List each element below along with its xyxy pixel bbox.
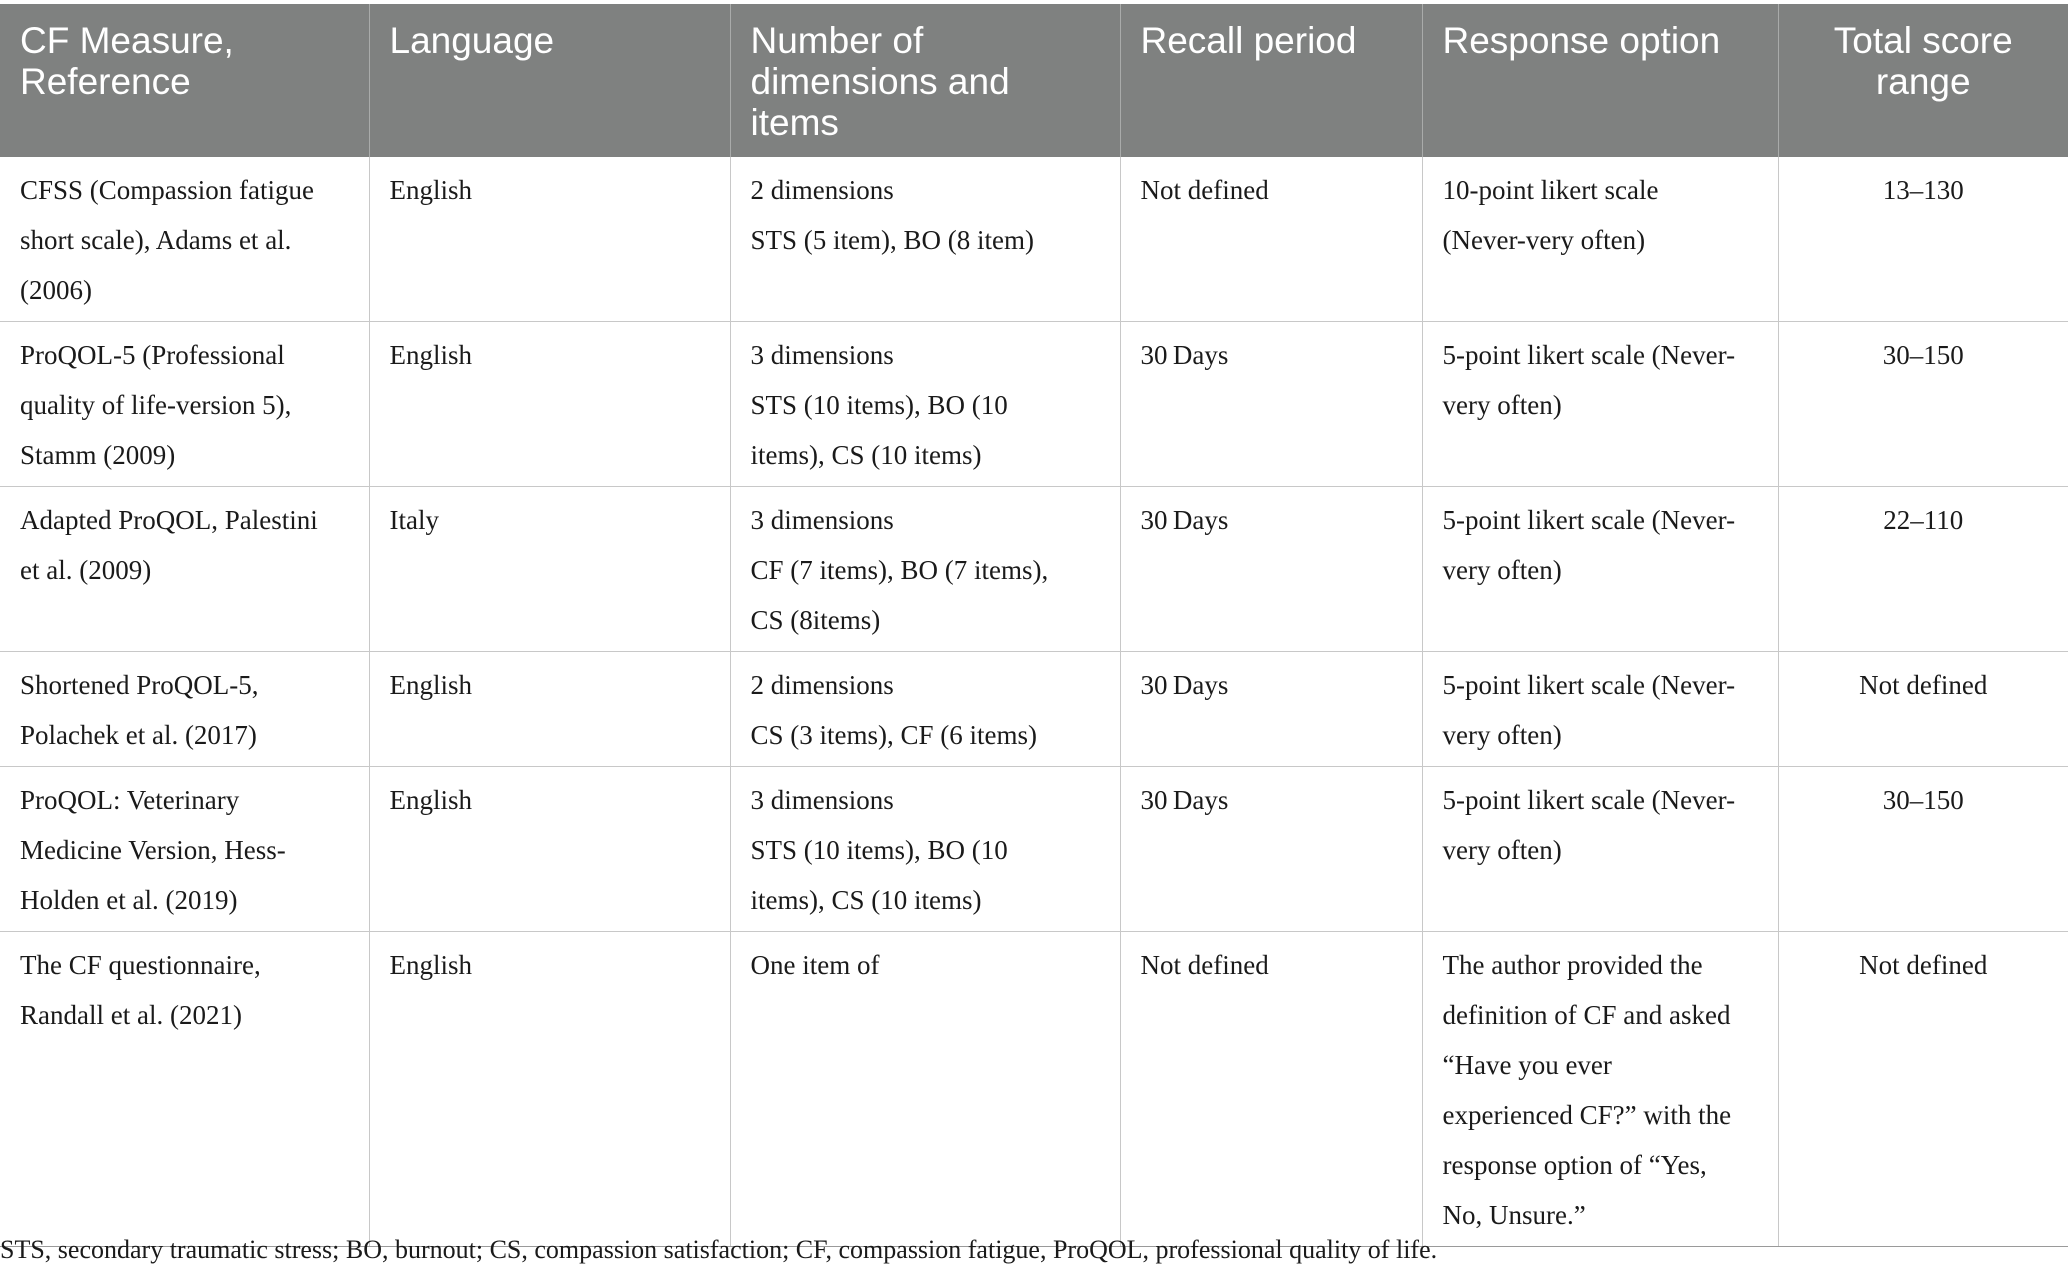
cell-recall-period	[1120, 487, 1422, 652]
cell-line: STS (10 items), BO (10	[750, 835, 1008, 865]
cell-line: 3 dimensions	[750, 340, 894, 370]
cell-line: 30 Days	[1140, 785, 1229, 815]
cell-line: The CF questionnaire,	[20, 950, 261, 980]
cell-line: CFSS (Compassion fatigue	[20, 175, 315, 205]
cell-line: 5-point likert scale (Never-	[1442, 785, 1736, 815]
cell-line: (Never-very often)	[1442, 225, 1646, 255]
cell-line: items), CS (10 items)	[750, 885, 982, 915]
cell-total-score-range	[1778, 487, 2068, 652]
cell-line: (2006)	[20, 275, 92, 305]
cell-line: 13–130	[1882, 175, 1964, 205]
cell-line: Adapted ProQOL, Palestini	[20, 505, 318, 535]
cell-total-score-range	[1778, 157, 2068, 322]
cell-response-option	[1422, 767, 1778, 932]
cell-line: CF (7 items), BO (7 items),	[750, 555, 1049, 585]
table-row	[0, 932, 2068, 1247]
cell-language	[369, 322, 730, 487]
cell-line: Not defined	[1140, 175, 1269, 205]
cell-line: quality of life-version 5),	[20, 390, 292, 420]
cell-line: The author provided the	[1442, 950, 1703, 980]
cell-line: CS (3 items), CF (6 items)	[750, 720, 1038, 750]
cell-response-option	[1422, 157, 1778, 322]
cell-line: English	[389, 950, 473, 980]
header-dimensions: Number of dimensions and items	[730, 4, 1120, 157]
cell-line: 30 Days	[1140, 670, 1229, 700]
cell-line: very often)	[1442, 390, 1562, 420]
cell-line: short scale), Adams et al.	[20, 225, 292, 255]
cell-line: STS (5 item), BO (8 item)	[750, 225, 1034, 255]
cell-line: Stamm (2009)	[20, 440, 176, 470]
cell-line: definition of CF and asked	[1442, 1000, 1731, 1030]
cell-measure	[0, 767, 369, 932]
cell-line: 30–150	[1882, 340, 1964, 370]
header-response-option: Response option	[1422, 4, 1778, 157]
cell-measure	[0, 932, 369, 1247]
cell-dimensions	[730, 157, 1120, 322]
table-row	[0, 487, 2068, 652]
cell-line: 30 Days	[1140, 505, 1229, 535]
cell-dimensions	[730, 322, 1120, 487]
header-cf-measure: CF Measure, Reference	[0, 4, 369, 157]
cell-line: Not defined	[1859, 950, 1988, 980]
cell-line: items), CS (10 items)	[750, 440, 982, 470]
cell-dimensions	[730, 767, 1120, 932]
cell-line: 5-point likert scale (Never-	[1442, 505, 1736, 535]
cell-line: English	[389, 670, 473, 700]
cell-line: ProQOL: Veterinary	[20, 785, 240, 815]
cell-line: Not defined	[1859, 670, 1988, 700]
cell-line: very often)	[1442, 720, 1562, 750]
cell-line: Randall et al. (2021)	[20, 1000, 242, 1030]
header-language: Language	[369, 4, 730, 157]
cell-line: STS (10 items), BO (10	[750, 390, 1008, 420]
cell-recall-period	[1120, 157, 1422, 322]
cell-recall-period	[1120, 932, 1422, 1247]
cell-line: One item of	[750, 950, 880, 980]
cell-measure	[0, 157, 369, 322]
cell-language	[369, 487, 730, 652]
cell-total-score-range	[1778, 652, 2068, 767]
table-row	[0, 322, 2068, 487]
cell-line: et al. (2009)	[20, 555, 152, 585]
cell-line: No, Unsure.”	[1442, 1200, 1586, 1230]
cell-line: 5-point likert scale (Never-	[1442, 670, 1736, 700]
cell-total-score-range	[1778, 767, 2068, 932]
cell-line: 30–150	[1882, 785, 1964, 815]
cell-line: 2 dimensions	[750, 175, 894, 205]
cell-response-option	[1422, 932, 1778, 1247]
cell-measure	[0, 487, 369, 652]
cell-line: 30 Days	[1140, 340, 1229, 370]
cell-dimensions	[730, 652, 1120, 767]
cell-line: experienced CF?” with the	[1442, 1100, 1732, 1130]
header-recall-period: Recall period	[1120, 4, 1422, 157]
cell-total-score-range	[1778, 932, 2068, 1247]
cell-line: response option of “Yes,	[1442, 1150, 1707, 1180]
cell-line: English	[389, 340, 473, 370]
cell-line: Shortened ProQOL-5,	[20, 670, 259, 700]
cell-recall-period	[1120, 652, 1422, 767]
cell-line: very often)	[1442, 555, 1562, 585]
cell-total-score-range	[1778, 322, 2068, 487]
cell-line: 2 dimensions	[750, 670, 894, 700]
table-row	[0, 767, 2068, 932]
cell-response-option	[1422, 487, 1778, 652]
header-total-score-range: Total score range	[1778, 4, 2068, 157]
cell-line: 22–110	[1883, 505, 1964, 535]
cell-measure	[0, 652, 369, 767]
cell-response-option	[1422, 322, 1778, 487]
cell-line: Medicine Version, Hess-	[20, 835, 286, 865]
cell-line: 3 dimensions	[750, 785, 894, 815]
cell-language	[369, 767, 730, 932]
cell-line: very often)	[1442, 835, 1562, 865]
cell-line: English	[389, 175, 473, 205]
cell-dimensions	[730, 932, 1120, 1247]
cell-line: ProQOL-5 (Professional	[20, 340, 285, 370]
cell-response-option	[1422, 652, 1778, 767]
table-header	[0, 4, 2068, 157]
cell-line: Holden et al. (2019)	[20, 885, 238, 915]
cell-line: CS (8items)	[750, 605, 881, 635]
cell-recall-period	[1120, 767, 1422, 932]
table-row	[0, 652, 2068, 767]
table-footnote: STS, secondary traumatic stress; BO, burnout; CS, compassion satisfaction; CF, compassion fatigue, ProQOL, professional quality of life.	[0, 1235, 1438, 1264]
cell-line: Italy	[389, 505, 439, 535]
cell-line: 5-point likert scale (Never-	[1442, 340, 1736, 370]
cell-dimensions	[730, 487, 1120, 652]
cell-language	[369, 652, 730, 767]
cell-line: Not defined	[1140, 950, 1269, 980]
cell-language	[369, 932, 730, 1247]
cell-language	[369, 157, 730, 322]
cell-measure	[0, 322, 369, 487]
cell-line: 3 dimensions	[750, 505, 894, 535]
cell-line: 10-point likert scale	[1442, 175, 1659, 205]
cell-line: English	[389, 785, 473, 815]
cf-measures-table	[0, 4, 2068, 1247]
table-row	[0, 157, 2068, 322]
cell-line: “Have you ever	[1442, 1050, 1612, 1080]
cell-recall-period	[1120, 322, 1422, 487]
cell-line: Polachek et al. (2017)	[20, 720, 257, 750]
table-body	[0, 157, 2068, 1247]
header-row	[0, 4, 2068, 157]
